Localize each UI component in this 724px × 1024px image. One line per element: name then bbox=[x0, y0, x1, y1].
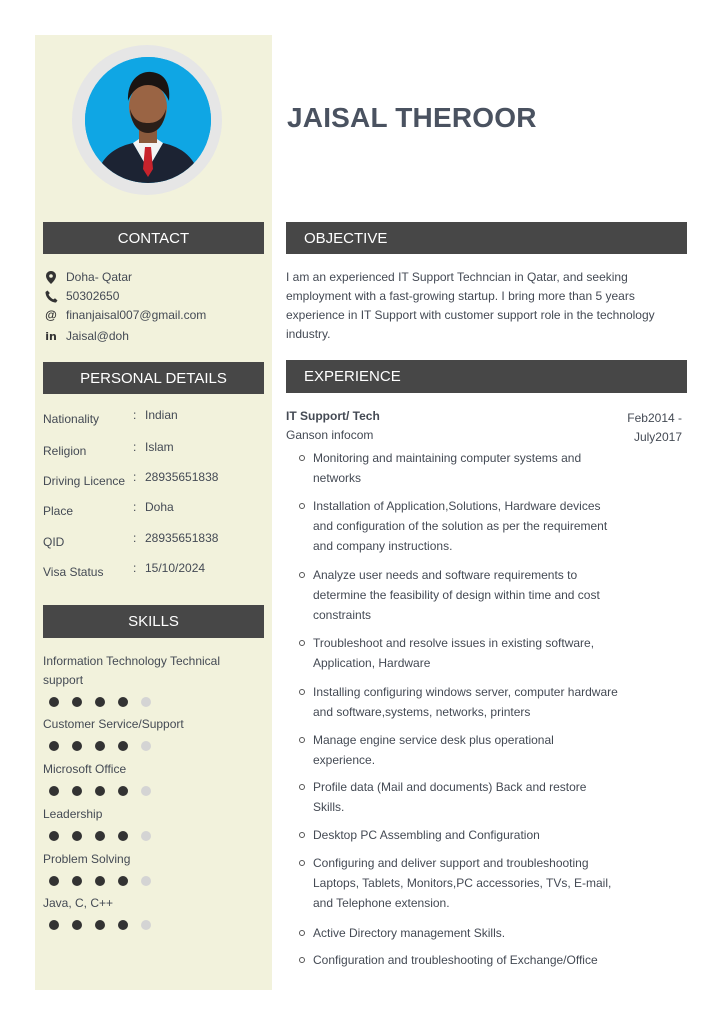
personal-detail-separator: : bbox=[133, 470, 137, 484]
contact-location bbox=[44, 270, 132, 284]
personal-detail-value: 15/10/2024 bbox=[145, 561, 206, 575]
experience-bullet: Analyze user needs and software requirements to determine the feasibility of design within time and cost constraints bbox=[313, 565, 618, 625]
personal-detail-value: Doha bbox=[145, 500, 174, 514]
rating-dot-filled bbox=[95, 920, 105, 930]
contact-phone-text: 50302650 bbox=[66, 289, 120, 303]
personal-detail-separator: : bbox=[133, 561, 137, 575]
candidate-name: JAISAL THEROOR bbox=[287, 102, 537, 133]
personal-detail-value: Indian bbox=[145, 408, 178, 422]
contact-phone bbox=[44, 289, 119, 303]
phone-icon bbox=[44, 289, 58, 303]
experience-bullet: Profile data (Mail and documents) Back and restore Skills. bbox=[313, 777, 618, 817]
rating-dot-filled bbox=[95, 697, 105, 707]
contact-linkedin[interactable] bbox=[44, 329, 129, 343]
skills-heading: SKILLS bbox=[43, 605, 264, 638]
job-dates: Feb2014 - July2017 bbox=[627, 411, 682, 444]
job-company: Ganson infocom bbox=[286, 428, 374, 442]
experience-bullet: Desktop PC Assembling and Configuration bbox=[313, 825, 618, 845]
rating-dot-filled bbox=[49, 876, 59, 886]
personal-detail-label: Driving Licence bbox=[43, 474, 126, 488]
skill-rating bbox=[49, 741, 151, 751]
job-title: IT Support/ Tech bbox=[286, 409, 380, 423]
rating-dot-empty bbox=[141, 876, 151, 886]
rating-dot-empty bbox=[141, 741, 151, 751]
skill-rating bbox=[49, 786, 151, 796]
rating-dot-filled bbox=[95, 876, 105, 886]
rating-dot-filled bbox=[118, 786, 128, 796]
contact-linkedin-text[interactable]: Jaisal@doh bbox=[66, 329, 129, 343]
experience-bullet: Configuring and deliver support and troubleshooting Laptops, Tablets, Monitors,PC accessories, TVs, E-mail, and Telephone extension. bbox=[313, 853, 618, 913]
skill-name: Leadership bbox=[43, 807, 103, 821]
rating-dot-filled bbox=[118, 920, 128, 930]
experience-bullet: Manage engine service desk plus operational experience. bbox=[313, 730, 618, 770]
experience-bullet: Installing configuring windows server, computer hardware and software,systems, networks, printers bbox=[313, 682, 618, 722]
experience-bullet: Installation of Application,Solutions, Hardware devices and configuration of the solution as per the requirement and company instructions. bbox=[313, 496, 618, 556]
rating-dot-empty bbox=[141, 831, 151, 841]
rating-dot-filled bbox=[95, 786, 105, 796]
experience-bullet: Configuration and troubleshooting of Exchange/Office bbox=[313, 950, 618, 970]
location-pin-icon bbox=[44, 270, 58, 284]
experience-heading: EXPERIENCE bbox=[286, 360, 687, 393]
rating-dot-filled bbox=[95, 741, 105, 751]
rating-dot-filled bbox=[72, 786, 82, 796]
rating-dot-filled bbox=[72, 741, 82, 751]
experience-bullet: Troubleshoot and resolve issues in existing software, Application, Hardware bbox=[313, 633, 618, 673]
skill-name: Java, C, C++ bbox=[43, 896, 114, 910]
experience-bullet: Monitoring and maintaining computer systems and networks bbox=[313, 448, 618, 488]
personal-detail-separator: : bbox=[133, 408, 137, 422]
personal-detail-label: QID bbox=[43, 535, 65, 549]
rating-dot-filled bbox=[72, 876, 82, 886]
personal-detail-value: 28935651838 bbox=[145, 531, 219, 545]
rating-dot-filled bbox=[118, 876, 128, 886]
personal-detail-separator: : bbox=[133, 440, 137, 454]
rating-dot-empty bbox=[141, 697, 151, 707]
rating-dot-filled bbox=[49, 831, 59, 841]
personal-detail-value: 28935651838 bbox=[145, 470, 219, 484]
skill-rating bbox=[49, 920, 151, 930]
rating-dot-filled bbox=[118, 697, 128, 707]
skill-name: Microsoft Office bbox=[43, 762, 127, 776]
rating-dot-filled bbox=[49, 741, 59, 751]
skill-name: Problem Solving bbox=[43, 852, 131, 866]
rating-dot-empty bbox=[141, 920, 151, 930]
personal-detail-label: Religion bbox=[43, 444, 87, 458]
skill-rating bbox=[49, 831, 151, 841]
contact-email[interactable] bbox=[44, 308, 206, 322]
personal-detail-label: Place bbox=[43, 504, 74, 518]
rating-dot-filled bbox=[49, 920, 59, 930]
rating-dot-filled bbox=[95, 831, 105, 841]
linkedin-icon: in bbox=[45, 329, 57, 343]
contact-email-text[interactable]: finanjaisal007@gmail.com bbox=[66, 308, 207, 322]
skill-rating bbox=[49, 697, 151, 707]
rating-dot-filled bbox=[118, 831, 128, 841]
personal-detail-label: Nationality bbox=[43, 412, 100, 426]
personal-detail-label: Visa Status bbox=[43, 565, 104, 579]
rating-dot-filled bbox=[118, 741, 128, 751]
rating-dot-filled bbox=[72, 831, 82, 841]
rating-dot-filled bbox=[72, 920, 82, 930]
profile-photo bbox=[85, 57, 211, 183]
rating-dot-empty bbox=[141, 786, 151, 796]
contact-heading: CONTACT bbox=[43, 222, 264, 254]
experience-bullet: Active Directory management Skills. bbox=[313, 923, 618, 943]
personal-details-heading: PERSONAL DETAILS bbox=[43, 362, 264, 394]
objective-text: I am an experienced IT Support Techncian in Qatar, and seeking employment with a fast-growing startup. I bring more than 5 years experience in IT Support with customer support role in the technology industry. bbox=[286, 270, 655, 341]
personal-detail-value: Islam bbox=[145, 440, 174, 454]
skill-name: Information Technology Technical support bbox=[43, 654, 220, 687]
personal-detail-separator: : bbox=[133, 531, 137, 545]
at-sign-icon: @ bbox=[45, 308, 57, 322]
skill-name: Customer Service/Support bbox=[43, 717, 184, 731]
rating-dot-filled bbox=[49, 786, 59, 796]
personal-detail-separator: : bbox=[133, 500, 137, 514]
skill-rating bbox=[49, 876, 151, 886]
rating-dot-filled bbox=[49, 697, 59, 707]
contact-location-text: Doha- Qatar bbox=[66, 270, 133, 284]
rating-dot-filled bbox=[72, 697, 82, 707]
objective-heading: OBJECTIVE bbox=[286, 222, 687, 254]
